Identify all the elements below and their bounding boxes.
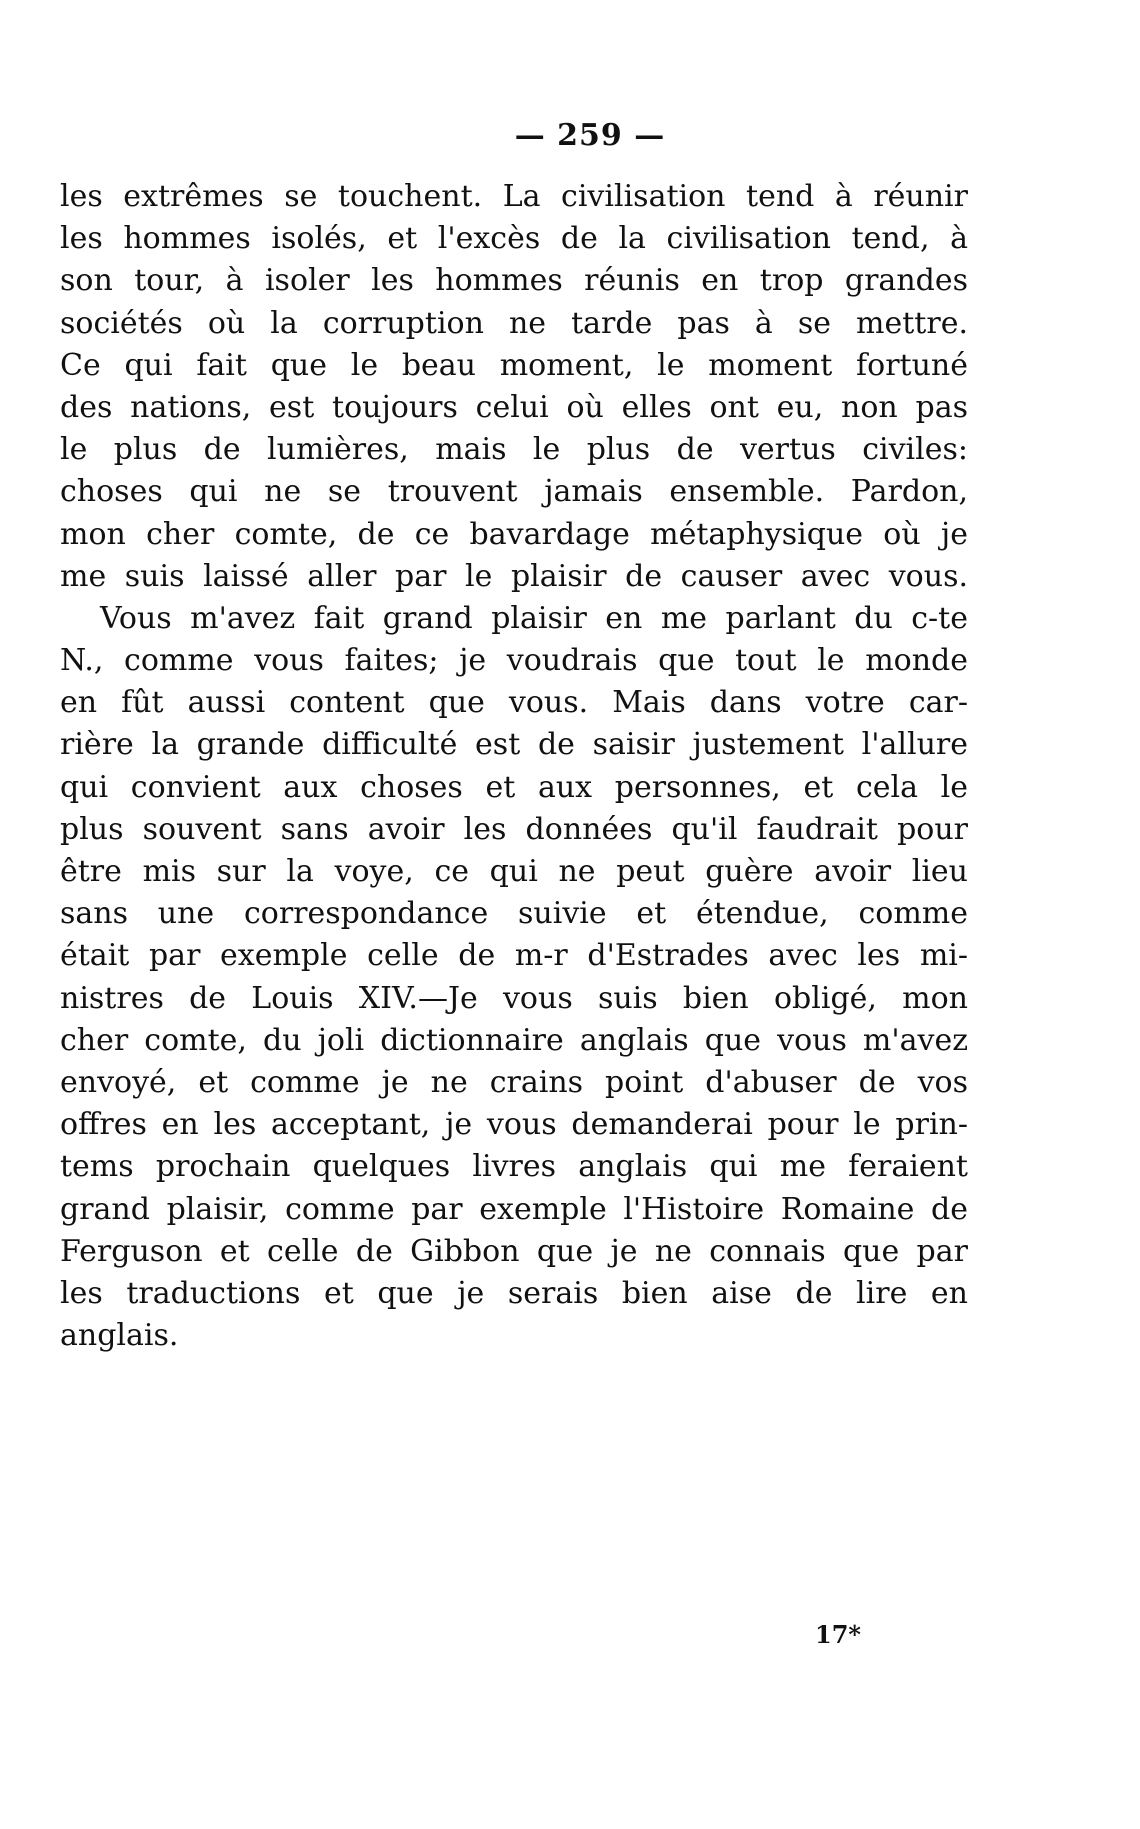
text-line: tems prochain quelques livres anglais qui me feraient <box>60 1149 968 1185</box>
text-line: des nations, est toujours celui où elles ont eu, non pas <box>60 389 968 425</box>
page-number: — 259 — <box>514 118 666 153</box>
text-line: le plus de lumières, mais le plus de vertus civiles: <box>60 432 968 468</box>
text-line: Ferguson et celle de Gibbon que je ne connais que par <box>60 1233 968 1269</box>
text-line: qui convient aux choses et aux personnes, et cela le <box>60 769 968 805</box>
text-line: les extrêmes se touchent. La civilisation tend à réunir <box>60 179 968 214</box>
text-line: sans une correspondance suivie et étendue, comme <box>60 896 968 932</box>
text-line: nistres de Louis XIV.—Je vous suis bien obligé, mon <box>60 980 968 1016</box>
text-line: Ce qui fait que le beau moment, le moment fortuné <box>60 347 968 383</box>
text-line: choses qui ne se trouvent jamais ensemble. Pardon, <box>60 474 968 510</box>
body-text <box>60 176 968 1357</box>
text-line: anglais. <box>60 1318 179 1354</box>
text-line: était par exemple celle de m-r d'Estrades avec les mi- <box>60 938 968 974</box>
text-line: grand plaisir, comme par exemple l'Histoire Romaine de <box>60 1191 968 1227</box>
text-line: me suis laissé aller par le plaisir de causer avec vous. <box>60 558 968 594</box>
text-line: envoyé, et comme je ne crains point d'abuser de vos <box>60 1064 968 1100</box>
text-line: les hommes isolés, et l'excès de la civilisation tend, à <box>60 221 968 257</box>
signature-mark: 17* <box>815 1620 861 1649</box>
text-line: en fût aussi content que vous. Mais dans votre car- <box>60 685 968 721</box>
text-line: mon cher comte, de ce bavardage métaphysique où je <box>60 516 968 552</box>
text-line: cher comte, du joli dictionnaire anglais que vous m'avez <box>60 1022 968 1058</box>
text-line: offres en les acceptant, je vous demanderai pour le prin- <box>60 1107 968 1143</box>
text-line: être mis sur la voye, ce qui ne peut guère avoir lieu <box>60 854 968 889</box>
text-line: son tour, à isoler les hommes réunis en trop grandes <box>60 263 968 299</box>
text-line: les traductions et que je serais bien aise de lire en <box>60 1275 968 1311</box>
text-line: N., comme vous faites; je voudrais que tout le monde <box>60 643 968 679</box>
text-line: rière la grande difficulté est de saisir justement l'allure <box>60 727 968 763</box>
text-line: plus souvent sans avoir les données qu'il faudrait pour <box>60 811 968 847</box>
text-line: sociétés où la corruption ne tarde pas à se mettre. <box>60 305 968 341</box>
text-line: Vous m'avez fait grand plaisir en me parlant du c-te <box>100 600 968 636</box>
